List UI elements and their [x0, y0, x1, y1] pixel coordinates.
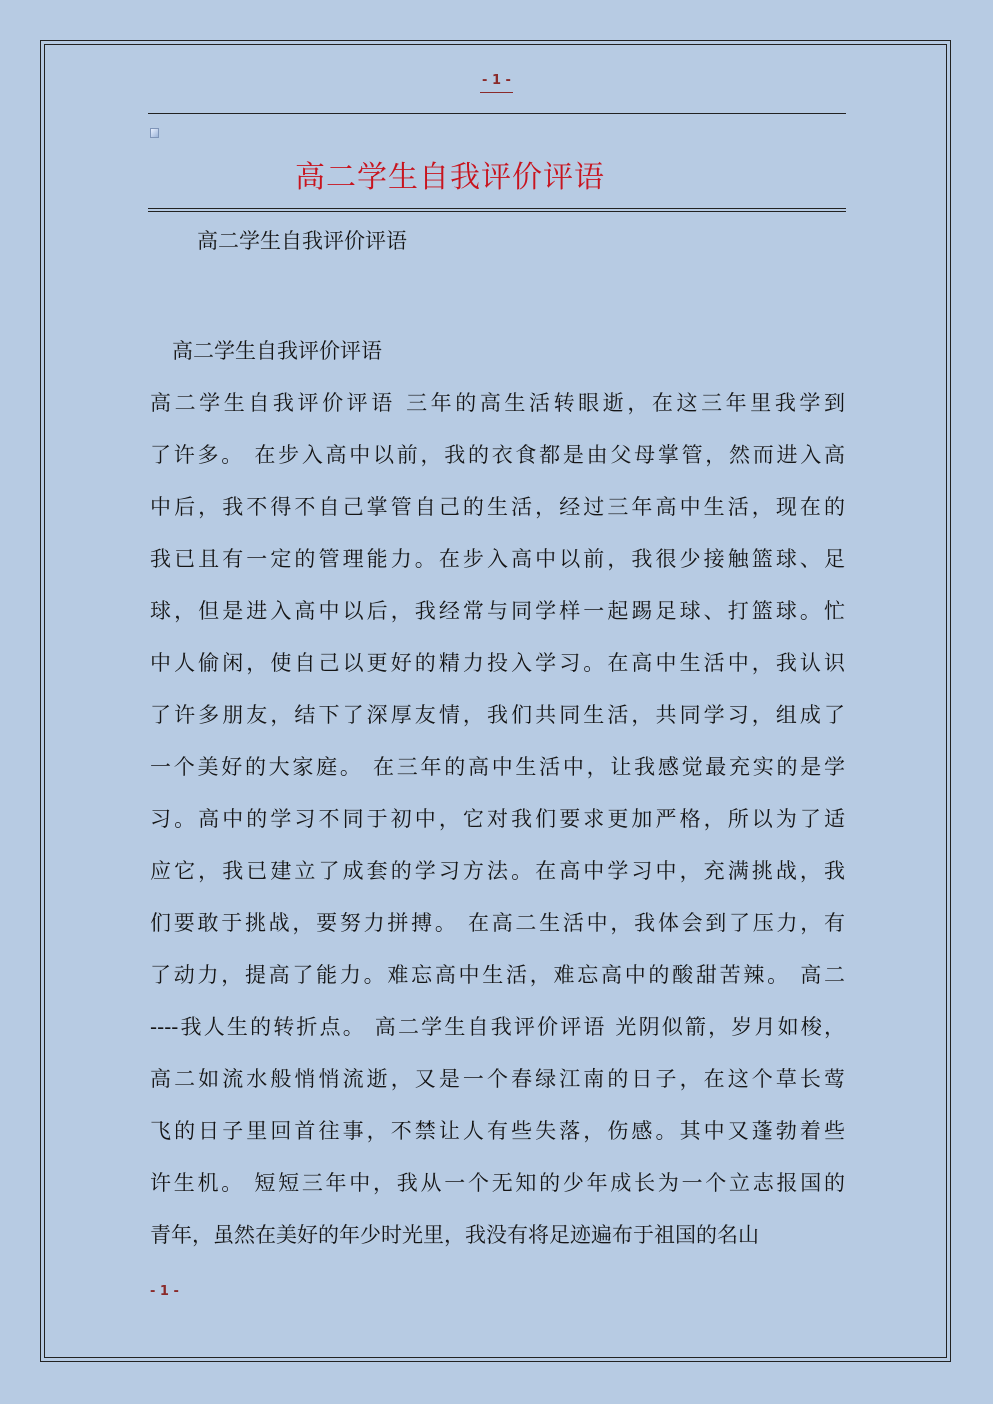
body-line: 球，但是进入高中以后，我经常与同学样一起踢足球、打篮球。忙 — [150, 599, 845, 623]
document-title: 高二学生自我评价评语 — [295, 160, 605, 195]
header-rule — [148, 113, 846, 114]
body-line: 高二学生自我评价评语 三年的高生活转眼逝，在这三年里我学到 — [150, 391, 845, 415]
body-line: 许生机。 短短三年中，我从一个无知的少年成长为一个立志报国的 — [150, 1171, 845, 1195]
body-line: 了动力，提高了能力。难忘高中生活，难忘高中的酸甜苦辣。 高二 — [150, 963, 845, 987]
document-subtitle: 高二学生自我评价评语 — [197, 229, 407, 253]
document-body — [150, 325, 845, 1261]
body-line: 青年，虽然在美好的年少时光里，我没有将足迹遍布于祖国的名山 — [150, 1223, 759, 1247]
footer-page-number: - 1 - — [150, 1284, 179, 1299]
body-line: ----我人生的转折点。 高二学生自我评价评语 光阴似箭，岁月如梭， — [150, 1015, 845, 1039]
body-line: 习。高中的学习不同于初中，它对我们要求更加严格，所以为了适 — [150, 807, 845, 831]
document-icon — [150, 128, 159, 138]
body-line: 高二学生自我评价评语 — [172, 339, 382, 363]
body-line: 了许多。 在步入高中以前，我的衣食都是由父母掌管，然而进入高 — [150, 443, 845, 467]
body-line: 中人偷闲，使自己以更好的精力投入学习。在高中生活中，我认识 — [150, 651, 845, 675]
body-line: 们要敢于挑战，要努力拼搏。 在高二生活中，我体会到了压力，有 — [150, 911, 845, 935]
header-page-number — [0, 73, 993, 93]
body-line: 应它，我已建立了成套的学习方法。在高中学习中，充满挑战，我 — [150, 859, 845, 883]
body-line: 中后，我不得不自己掌管自己的生活，经过三年高中生活，现在的 — [150, 495, 845, 519]
body-line: 飞的日子里回首往事，不禁让人有些失落，伤感。其中又蓬勃着些 — [150, 1119, 845, 1143]
body-line: 我已且有一定的管理能力。在步入高中以前，我很少接触篮球、足 — [150, 547, 845, 571]
body-line: 一个美好的大家庭。 在三年的高中生活中，让我感觉最充实的是学 — [150, 755, 845, 779]
header-page-number-text: - 1 - — [480, 73, 513, 93]
body-line: 了许多朋友，结下了深厚友情，我们共同生活，共同学习，组成了 — [150, 703, 845, 727]
title-double-rule — [148, 208, 846, 212]
body-line: 高二如流水般悄悄流逝，又是一个春绿江南的日子，在这个草长莺 — [150, 1067, 845, 1091]
